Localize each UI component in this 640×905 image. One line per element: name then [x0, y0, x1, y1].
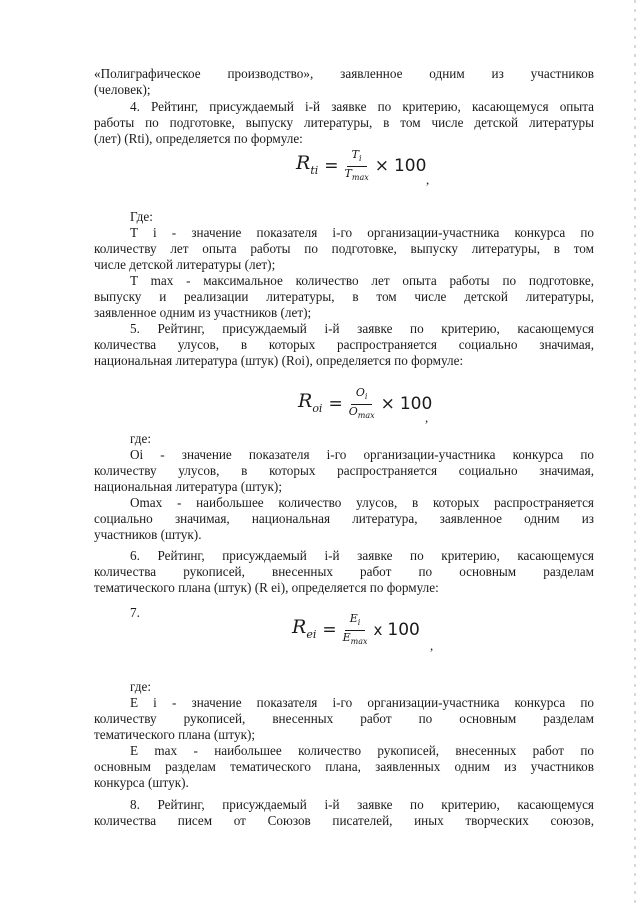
where-label: где: — [130, 679, 151, 694]
emax-definition-line-1: E max - наибольшее количество рукописей, внесенных работ по — [130, 743, 594, 758]
oi-definition-line-3: национальная литература (штук); — [94, 479, 282, 494]
ei-definition-line-3: тематического плана (штук); — [94, 727, 256, 742]
ti-definition-line-2: количеству лет опыта работы по подготовке, выпуску литературы, в том — [94, 241, 594, 256]
where-label: Где: — [130, 209, 153, 224]
omax-definition-line-1: Omax - наибольшее количество улусов, в которых распространяется — [130, 495, 594, 510]
paragraph-5-line-1: 5. Рейтинг, присуждаемый i-й заявке по критерию, касающемуся — [130, 321, 594, 336]
tmax-definition-line-3: заявленное одним из участников (лет); — [94, 305, 312, 320]
omax-definition-line-2: социально значимая, национальная литература, заявленное одним из — [94, 511, 594, 526]
formula-comma: , — [426, 172, 430, 187]
where-label: где: — [130, 431, 151, 446]
formula-comma: , — [425, 410, 429, 425]
paragraph-4-line-2: работы по подготовке, выпуску литературы, в том числе детской литературы — [94, 115, 594, 130]
ei-definition-line-1: E i - значение показателя i-го организации-участника конкурса по — [130, 695, 594, 710]
paragraph-5-line-3: национальная литература (штук) (Roi), определяется по формуле: — [94, 353, 464, 368]
paragraph-5-line-2: количества улусов, в которых распространяется социально значимая, — [94, 337, 594, 352]
paragraph-4-line-1: 4. Рейтинг, присуждаемый i-й заявке по критерию, касающемуся опыта — [130, 99, 594, 114]
formula-rei: $R_{ei}$ = $\frac{E_i}{E_{max}}$ x 100 — [292, 612, 420, 647]
formula-rti: $R_{ti}$ = $\frac{T_i}{T_{max}}$ × 100 — [296, 148, 427, 183]
emax-definition-line-2: основным разделам тематического плана, заявленных одним из участников — [94, 759, 594, 774]
ei-definition-line-2: количеству рукописей, внесенных работ по основным разделам — [94, 711, 594, 726]
oi-definition-line-2: количеству улусов, в которых распространяется социально значимая, — [94, 463, 594, 478]
tmax-definition-line-2: выпуску и реализации литературы, в том числе детской литературы, — [94, 289, 594, 304]
ti-definition-line-1: T i - значение показателя i-го организации-участника конкурса по — [130, 225, 594, 240]
tmax-definition-line-1: T max - максимальное количество лет опыта работы по подготовке, — [130, 273, 594, 288]
paragraph-6-line-2: количества рукописей, внесенных работ по основным разделам — [94, 564, 594, 579]
text-line: «Полиграфическое производство», заявленное одним из участников — [94, 66, 594, 81]
omax-definition-line-3: участников (штук). — [94, 527, 202, 542]
paragraph-6-line-1: 6. Рейтинг, присуждаемый i-й заявке по критерию, касающемуся — [130, 548, 594, 563]
paragraph-7-number: 7. — [130, 605, 140, 620]
formula-comma: , — [430, 638, 434, 653]
paragraph-8-line-2: количества писем от Союзов писателей, иных творческих союзов, — [94, 813, 594, 828]
scan-edge-mark — [634, 0, 636, 905]
formula-roi: $R_{oi}$ = $\frac{O_i}{O_{max}}$ × 100 — [298, 386, 433, 421]
paragraph-8-line-1: 8. Рейтинг, присуждаемый i-й заявке по критерию, касающемуся — [130, 797, 594, 812]
oi-definition-line-1: Oi - значение показателя i-го организации-участника конкурса по — [130, 447, 594, 462]
ti-definition-line-3: числе детской литературы (лет); — [94, 257, 276, 272]
emax-definition-line-3: конкурса (штук). — [94, 775, 189, 790]
paragraph-6-line-3: тематического плана (штук) (R ei), определяется по формуле: — [94, 580, 439, 595]
text-line: (человек); — [94, 82, 151, 97]
paragraph-4-line-3: (лет) (Rti), определяется по формуле: — [94, 131, 303, 146]
